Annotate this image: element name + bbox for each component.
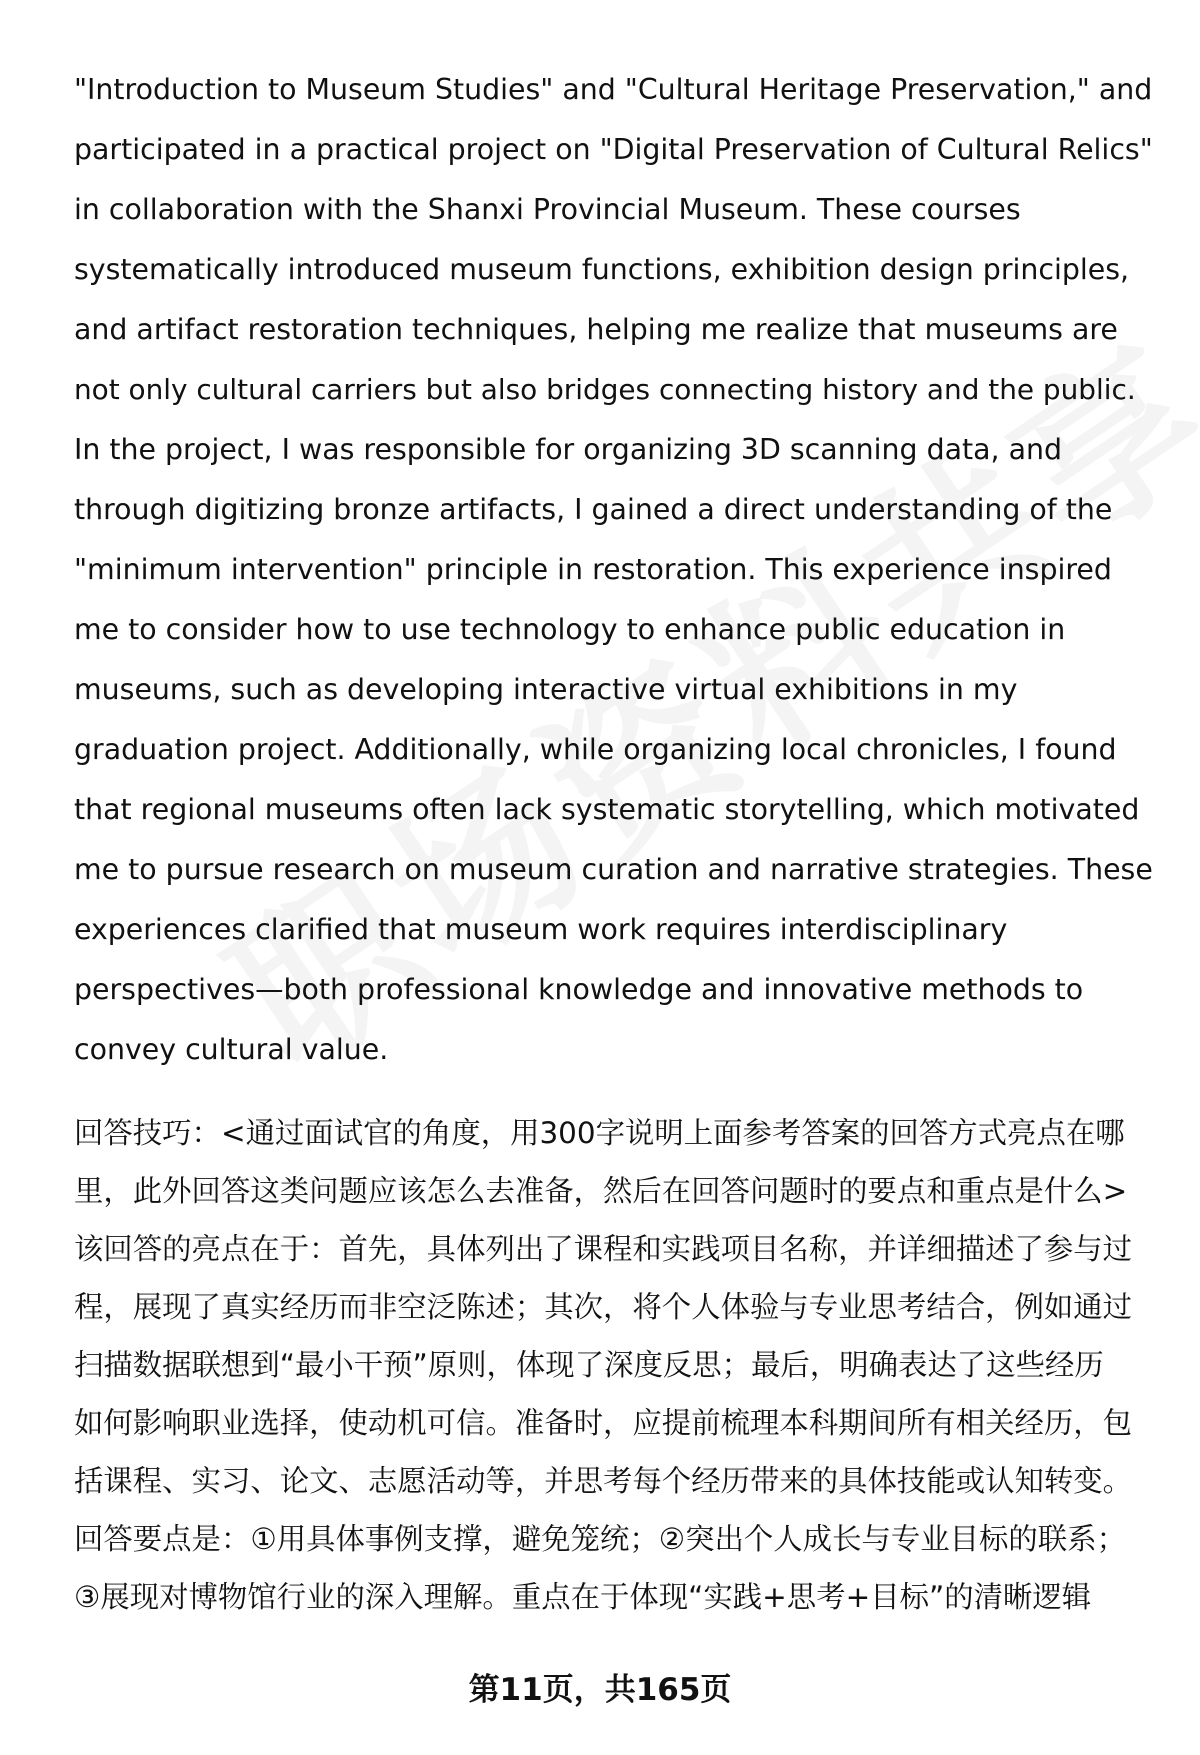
body-line: through digitizing bronze artifacts, I gained a direct understanding of the <box>74 493 1113 526</box>
body-line: convey cultural value. <box>74 1033 389 1066</box>
tips-line: 回答要点是：①用具体事例支撑，避免笼统；②突出个人成长与专业目标的联系； <box>74 1522 1126 1556</box>
body-line: "Introduction to Museum Studies" and "Cultural Heritage Preservation," and <box>74 73 1153 106</box>
page-number: 第11页，共165页 <box>468 1672 732 1708</box>
tips-line: 里，此外回答这类问题应该怎么去准备，然后在回答问题时的要点和重点是什么> <box>74 1174 1128 1208</box>
body-line: in collaboration with the Shanxi Provincial Museum. These courses <box>74 193 1021 226</box>
body-line: systematically introduced museum functions, exhibition design principles, <box>74 253 1130 286</box>
answer-tips <box>74 1104 1154 1626</box>
body-line: experiences clarified that museum work requires interdisciplinary <box>74 913 1008 946</box>
tips-line: 回答技巧：<通过面试官的角度，用300字说明上面参考答案的回答方式亮点在哪 <box>74 1116 1125 1150</box>
tips-line: ③展现对博物馆行业的深入理解。重点在于体现“实践+思考+目标”的清晰逻辑 <box>74 1580 1092 1614</box>
body-line: "minimum intervention" principle in restoration. This experience inspired <box>74 553 1112 586</box>
body-line: me to pursue research on museum curation and narrative strategies. These <box>74 853 1153 886</box>
answer-body <box>74 60 1154 1080</box>
body-line: graduation project. Additionally, while organizing local chronicles, I found <box>74 733 1117 766</box>
tips-line: 括课程、实习、论文、志愿活动等，并思考每个经历带来的具体技能或认知转变。 <box>74 1464 1133 1498</box>
body-line: not only cultural carriers but also bridges connecting history and the public. <box>74 373 1136 406</box>
tips-line: 程，展现了真实经历而非空泛陈述；其次，将个人体验与专业思考结合，例如通过 <box>74 1290 1133 1324</box>
tips-line: 如何影响职业选择，使动机可信。准备时，应提前梳理本科期间所有相关经历，包 <box>74 1406 1133 1440</box>
body-line: that regional museums often lack systematic storytelling, which motivated <box>74 793 1140 826</box>
tips-line: 扫描数据联想到“最小干预”原则，体现了深度反思；最后，明确表达了这些经历 <box>74 1348 1104 1382</box>
body-line: me to consider how to use technology to enhance public education in <box>74 613 1066 646</box>
body-line: museums, such as developing interactive virtual exhibitions in my <box>74 673 1018 706</box>
body-line: In the project, I was responsible for organizing 3D scanning data, and <box>74 433 1063 466</box>
body-line: perspectives—both professional knowledge and innovative methods to <box>74 973 1084 1006</box>
body-line: participated in a practical project on "Digital Preservation of Cultural Relics" <box>74 133 1153 166</box>
tips-line: 该回答的亮点在于：首先，具体列出了课程和实践项目名称，并详细描述了参与过 <box>74 1232 1133 1266</box>
body-line: and artifact restoration techniques, helping me realize that museums are <box>74 313 1118 346</box>
